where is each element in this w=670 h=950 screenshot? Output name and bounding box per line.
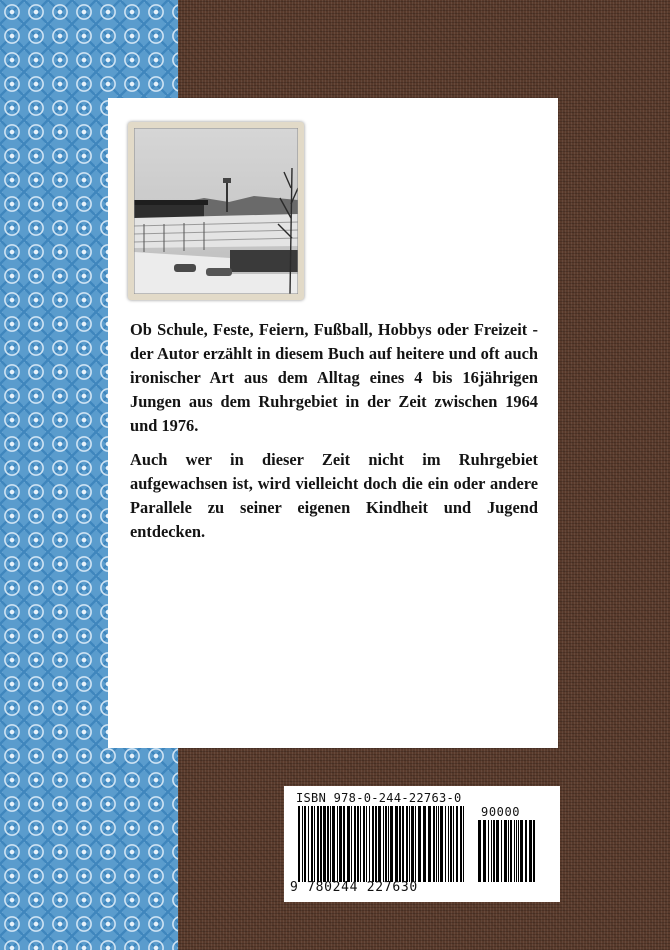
barcode-bar — [533, 820, 535, 882]
barcode-bar — [433, 806, 435, 882]
barcode-bar — [366, 806, 367, 882]
barcode-bar — [520, 820, 523, 882]
barcode-bar — [327, 806, 329, 882]
barcode-bar — [529, 820, 532, 882]
barcode-bar — [510, 820, 512, 882]
addon-barcode-bars — [478, 820, 536, 882]
barcode-bar — [448, 806, 449, 882]
barcode-bar — [501, 820, 502, 882]
barcode-bar — [453, 806, 454, 882]
barcode-bar — [363, 806, 365, 882]
barcode-bar — [330, 806, 331, 882]
barcode-bar — [418, 806, 421, 882]
barcode-bar — [302, 806, 303, 882]
blurb-paragraph-2: Auch wer in dieser Zeit nicht im Ruhrgebiet aufgewachsen ist, wird vielleicht doch die ein oder andere Parallele zu seiner eigenen Kindheit und Jugend entdecken. — [130, 450, 538, 541]
barcode-bar — [409, 806, 410, 882]
barcode-bar — [493, 820, 495, 882]
barcode-bar — [508, 820, 509, 882]
barcode-bar — [360, 806, 361, 882]
barcode-bar — [411, 806, 414, 882]
barcode-bar — [395, 806, 398, 882]
barcode-bar — [438, 806, 439, 882]
ean-digits-label: 9 780244 227630 — [290, 880, 418, 895]
barcode-bar — [385, 806, 387, 882]
barcode-bar — [463, 806, 464, 882]
barcode-bar — [402, 806, 404, 882]
isbn-label: ISBN 978-0-244-22763-0 — [296, 791, 462, 805]
barcode-bar — [311, 806, 313, 882]
barcode-bar — [450, 806, 452, 882]
barcode-bar — [317, 806, 319, 882]
barcode-bar — [347, 806, 350, 882]
barcode-bar — [304, 806, 306, 882]
barcode-bar — [298, 806, 300, 882]
barcode-bar — [372, 806, 374, 882]
barcode-bar — [383, 806, 384, 882]
barcode-bar — [518, 820, 519, 882]
barcode-bar — [369, 806, 370, 882]
barcode-bar — [436, 806, 437, 882]
barcode-bar — [483, 820, 486, 882]
barcode-bar — [514, 820, 515, 882]
blurb-paragraph-1: Ob Schule, Feste, Feiern, Fußball, Hobbys oder Freizeit - der Autor erzählt in diesem Buch auf heitere und oft auch ironischer Art aus dem Alltag eines 4 bis 16jährigen Jungen aus dem Ruhrgebiet in der Zeit zwischen 1964 und 1976. — [130, 320, 538, 435]
vintage-photo — [128, 122, 304, 300]
barcode-bar — [390, 806, 393, 882]
barcode-bar — [343, 806, 345, 882]
back-cover-card — [108, 98, 558, 748]
barcode-bar — [491, 820, 492, 882]
barcode-bar — [399, 806, 401, 882]
barcode-bar — [320, 806, 322, 882]
barcode-bar — [460, 806, 462, 882]
barcode-bar — [332, 806, 335, 882]
barcode-bar — [496, 820, 499, 882]
barcode-bar — [504, 820, 507, 882]
barcode-bar — [525, 820, 527, 882]
price-code-label: 90000 — [481, 805, 521, 819]
barcode-bar — [456, 806, 458, 882]
barcode-bar — [478, 820, 481, 882]
barcode-bar — [314, 806, 315, 882]
barcode-bar — [337, 806, 338, 882]
barcode-bar — [308, 806, 309, 882]
barcode-bar — [357, 806, 359, 882]
barcode-bar — [323, 806, 326, 882]
barcode-bar — [351, 806, 352, 882]
barcode-bar — [406, 806, 408, 882]
ean-barcode-bars — [298, 806, 466, 882]
barcode-bar — [488, 820, 489, 882]
barcode-bar — [339, 806, 342, 882]
barcode-bar — [516, 820, 517, 882]
barcode-bar — [354, 806, 356, 882]
barcode-bar — [423, 806, 426, 882]
barcode-bar — [428, 806, 431, 882]
isbn-barcode — [284, 786, 560, 902]
barcode-bar — [375, 806, 377, 882]
barcode-bar — [415, 806, 416, 882]
stadium-photo-icon — [134, 128, 298, 294]
barcode-bar — [388, 806, 389, 882]
barcode-bar — [378, 806, 381, 882]
barcode-bar — [445, 806, 446, 882]
barcode-bar — [440, 806, 443, 882]
